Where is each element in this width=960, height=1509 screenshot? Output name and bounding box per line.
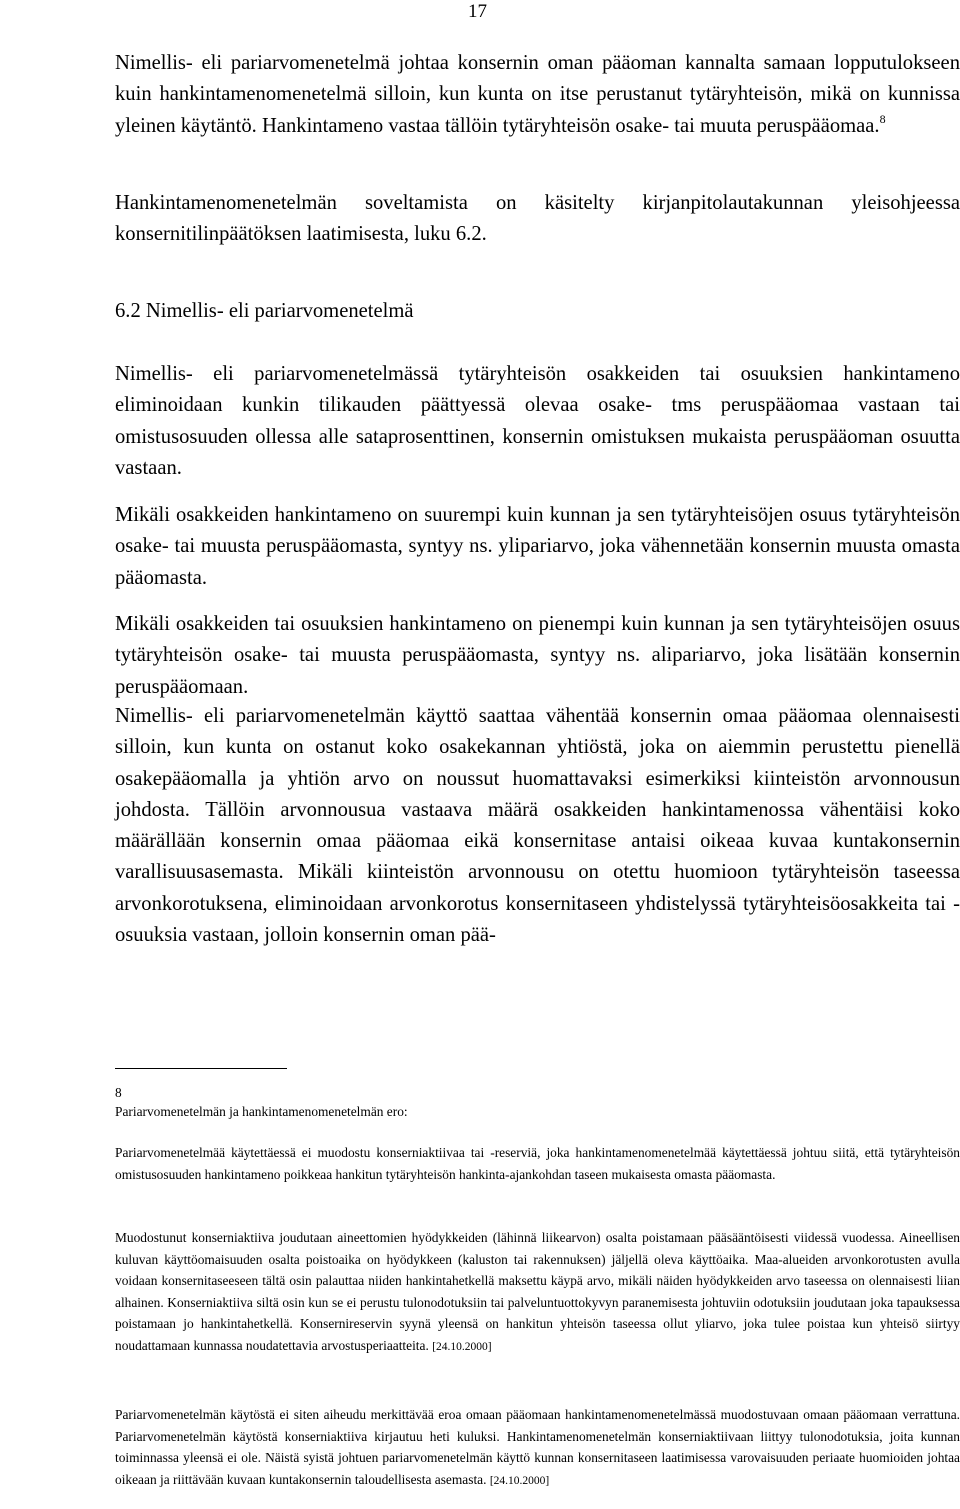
- footnote-paragraph-text: Pariarvomenetelmän käytöstä ei siten aiheudu merkittävää eroa omaan pääomaan hankintamenomenetelmässä muodostuvaan omaan pääomaan verrattuna. Pariarvomenetelmän käytöstä konserniaktiiva kirjautuu heti kuluksi. Hankintamenomenetelmän konserniaktiivaan liittyy tulonodotuksia, joita kunnan toiminnassa yleensä ei ole. Näistä syistä johtuen pariarvomenetelmän käyttö kunnan konsernitaseen laatimisessa varovaisuuden periaate huomioiden johtaa oikeaan ja riittävään kuvaan kuntakonsernin taloudellisesta asemasta.: [115, 1407, 960, 1487]
- section-paragraph-text: Nimellis- eli pariarvomenetelmän käyttö saattaa vähentää konsernin omaa pääomaa olennaisesti silloin, kun kunta on ostanut koko osakekannan yhtiöstä, joka on aiemmin perustettu pienellä osakepääomalla ja yhtiön arvo on noussut huomattavaksi esimerkiksi kiinteistön arvonnousun johdosta. Tällöin arvonnousua vastaava määrä osakkeiden hankintamenossa vähentäisi koko määrällään konsernin omaa pääomaa eikä konsernitase antaisi oikeaa kuvaa kuntakonsernin varallisuusasemasta. Mikäli kiinteistön arvonnousu on otettu huomioon tytäryhteisön taseessa arvonkorotuksena, eliminoidaan arvonkorotus konsernitaseen yhdistelyssä tytäryhteisöosakkeita tai -osuuksia vastaan, jolloin konsernin oman pää-: [115, 705, 960, 947]
- section-paragraph: [115, 609, 960, 703]
- footnote-paragraph: [115, 1227, 960, 1358]
- footnote-paragraph: [115, 1404, 960, 1492]
- footnote-paragraph-text: Muodostunut konserniaktiiva joudutaan aineettomien hyödykkeiden (lähinnä liikearvon) osalta poistamaan pääsääntöisesti viidessä vuodessa. Aineellisen kuluvan käyttöomaisuuden osalta poistoaika on hyödykkeen (kaluston tai rakennuksen) jäljellä oleva käyttöaika. Maa-alueiden arvonkorotusten avulla voidaan konsernitaseeseen tältä osin palauttaa niiden hankintahetkellä maksettu käypä arvo, mikäli näiden hyödykkeiden arvo taseessa on olennaisesti liian alhainen. Konserniaktiiva siltä osin kun se ei perustu tulonodotuksiin tai palveluntuottokyvyn paranemisesta johtuviin odotuksiin joudutaan joka tapauksessa poistamaan jo hankintahetkellä. Konsernireservin syynä yleensä on hankitun yhteisön taseessa ollut yliarvo, joka tulee poistaa kun yhteisö siirtyy noudattamaan kunnassa noudatettavia arvostusperiaatteita.: [115, 1230, 960, 1353]
- footnote-date: [24.10.2000]: [432, 1340, 492, 1353]
- intro-paragraph: [115, 48, 960, 142]
- footnote-reference: 8: [879, 111, 886, 126]
- section-paragraph-text: Nimellis- eli pariarvomenetelmässä tytäryhteisön osakkeiden tai osuuksien hankintameno eliminoidaan kunkin tilikauden päättyessä olevaa osake- tms peruspääomaa vastaan tai omistusosuuden ollessa alle sataprosenttinen, konsernin omistuksen mukaista peruspääoman osuutta vastaan.: [115, 363, 960, 479]
- section-paragraph: [115, 500, 960, 594]
- section-paragraph-text: Mikäli osakkeiden hankintameno on suurempi kuin kunnan ja sen tytäryhteisöjen osuus tytäryhteisön osake- tai muusta peruspääomasta, syntyy ns. ylipariarvo, joka vähennetään konsernin muusta omasta pääomasta.: [115, 504, 960, 589]
- footnote-date: [24.10.2000]: [489, 1474, 550, 1487]
- section-paragraph-text: Mikäli osakkeiden tai osuuksien hankintameno on pienempi kuin kunnan ja sen tytäryhteisöjen osuus tytäryhteisön osake- tai muusta peruspääomasta, syntyy ns. alipariarvo, joka lisätään konsernin peruspääomaan.: [115, 613, 960, 698]
- reference-paragraph-text: Hankintamenomenetelmän soveltamista on käsitelty kirjanpitolautakunnan yleisohjeessa konsernitilinpäätöksen laatimisesta, luku 6.2.: [115, 192, 960, 246]
- section-paragraph: [115, 359, 960, 484]
- intro-paragraph-text: Nimellis- eli pariarvomenetelmä johtaa konsernin oman pääoman kannalta samaan lopputulokseen kuin hankintamenomenetelmä silloin, kun kunta on itse perustanut tytäryhteisön, mikä on kunnissa yleinen käytäntö. Hankintameno vastaa tällöin tytäryhteisön osake- tai muuta peruspääomaa.: [115, 52, 960, 137]
- footnote-number: 8: [115, 1085, 122, 1100]
- page-number: 17: [468, 1, 487, 22]
- footnote-paragraph-text: Pariarvomenetelmää käytettäessä ei muodostu konserniaktiivaa tai -reserviä, joka hankintamenomenetelmää käytettäessä johtuu siitä, että tytäryhteisön omistusosuuden hankintameno poikkeaa hankitun tytäryhteisön hankinta-ajankohdan taseen mukaisesta omasta pääomasta.: [115, 1145, 960, 1182]
- reference-paragraph: [115, 188, 960, 251]
- footnote-paragraph: [115, 1142, 960, 1185]
- footnote-separator: [115, 1068, 287, 1069]
- section-heading: 6.2 Nimellis- eli pariarvomenetelmä: [115, 300, 414, 322]
- footnote-title: Pariarvomenetelmän ja hankintamenomenetelmän ero:: [115, 1104, 408, 1119]
- section-paragraph: [115, 701, 960, 951]
